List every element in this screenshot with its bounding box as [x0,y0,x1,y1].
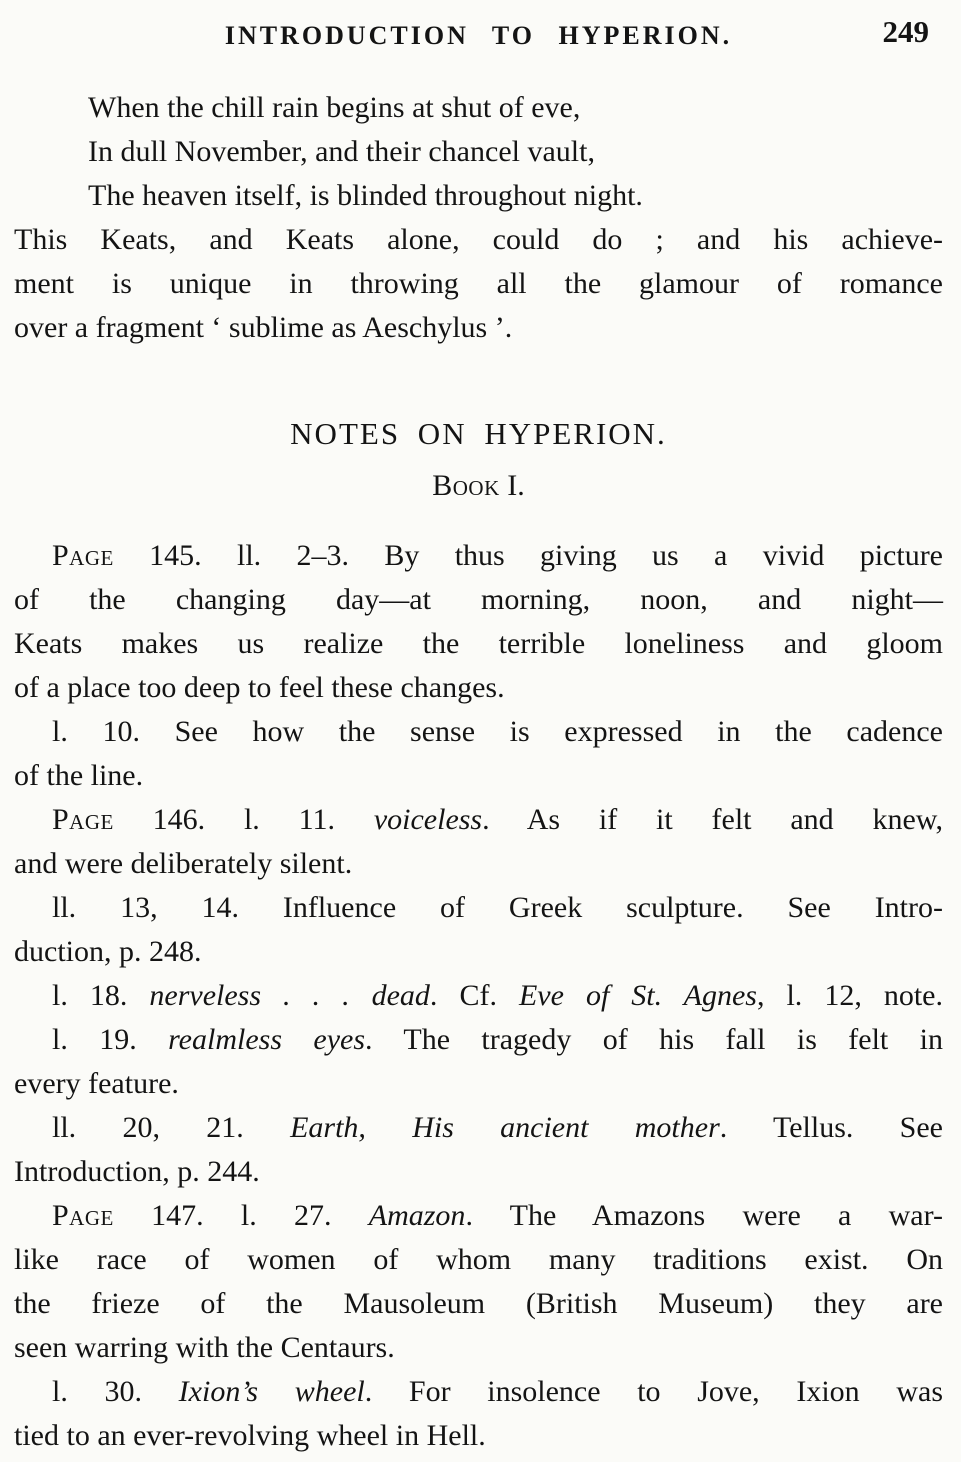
text-line [14,1326,943,1370]
note-paragraph [14,1370,943,1458]
text-segment: The heaven itself, is blinded throughout night. [88,179,643,212]
note-paragraph [14,886,943,974]
text-line [14,1018,943,1062]
section-heading [14,412,943,456]
text-segment: Amazon [368,1199,466,1232]
page-number: 249 [882,14,929,49]
text-segment: Page [52,539,114,572]
verse-quote [14,86,943,218]
text-segment: . As if it felt and knew, [482,803,943,836]
note-paragraph [14,1018,943,1106]
book-heading [14,464,943,508]
text-segment: voiceless [373,803,483,836]
text-segment: Introduction, p. 244. [14,1155,260,1188]
text-segment: 146. l. 11. [113,803,374,836]
text-segment: tied to an ever-revolving wheel in Hell. [14,1419,486,1452]
text-segment: like race of women of whom many traditions exist. On [14,1243,943,1276]
text-segment: and were deliberately silent. [14,847,353,880]
text-segment: . The tragedy of his fall is felt in [365,1023,943,1056]
text-segment: 147. l. 27. [113,1199,369,1232]
text-line [14,412,943,456]
text-segment: l. 19. [52,1023,169,1056]
text-line [14,1282,943,1326]
text-line [88,174,943,218]
text-line [14,464,943,508]
text-segment: l. 30. [52,1375,179,1408]
text-segment: Eve of St. Agnes [518,979,757,1012]
text-segment: every feature. [14,1067,179,1100]
text-segment: . For insolence to Jove, Ixion was [364,1375,943,1408]
note-paragraph [14,1106,943,1194]
text-segment: the frieze of the Mausoleum (British Museum) they are [14,1287,943,1320]
intro-paragraph [14,218,943,350]
text-line [14,754,943,798]
text-line [14,886,943,930]
text-segment: realmless eyes [168,1023,366,1056]
text-line [14,1062,943,1106]
text-segment: This Keats, and Keats alone, could do ; and his achieve- [14,223,943,256]
text-segment: l. 10. See how the sense is expressed in the cadence [52,715,943,748]
text-segment: nerveless . . . dead [149,979,430,1012]
text-segment: 145. ll. 2–3. By thus giving us a vivid picture [113,539,943,572]
text-line [14,798,943,842]
text-segment: duction, p. 248. [14,935,202,968]
text-line [14,666,943,710]
text-segment: of a place too deep to feel these changes. [14,671,505,704]
text-line [14,262,943,306]
text-line [14,1414,943,1458]
text-segment: ment is unique in throwing all the glamour of romance [14,267,943,300]
note-paragraph [14,534,943,710]
text-line [88,86,943,130]
text-segment: of the line. [14,759,144,792]
text-segment: . The Amazons were a war- [465,1199,943,1232]
note-paragraph [14,974,943,1018]
text-segment: ll. 20, 21. [52,1111,291,1144]
note-paragraph [14,798,943,886]
text-segment: ll. 13, 14. Influence of Greek sculpture. See Intro- [52,891,943,924]
text-line [14,1238,943,1282]
text-segment: When the chill rain begins at shut of eve, [88,91,581,124]
text-segment: Ixion’s wheel [178,1375,365,1408]
text-line [88,130,943,174]
text-segment: over a fragment ‘ sublime as Aeschylus ’. [14,311,513,344]
text-line [14,306,943,350]
text-segment: Earth, His ancient mother [290,1111,720,1144]
text-line [14,1150,943,1194]
text-segment: l. 18. [52,979,150,1012]
text-line [14,622,943,666]
text-segment: In dull November, and their chancel vault, [88,135,595,168]
text-segment: Book [432,469,500,502]
text-segment: NOTES ON HYPERION. [290,416,667,451]
text-line [14,578,943,622]
text-segment: . Cf. [429,979,519,1012]
note-paragraph [14,710,943,798]
text-segment: seen warring with the Centaurs. [14,1331,395,1364]
text-line [14,218,943,262]
text-line [14,710,943,754]
text-line [14,930,943,974]
text-segment: of the changing day—at morning, noon, and night— [14,583,943,616]
text-segment: I. [499,469,525,502]
text-segment: , l. 12, note. [756,979,943,1012]
text-line [14,1370,943,1414]
text-line [14,842,943,886]
text-segment: Page [52,1199,114,1232]
text-segment: Page [52,803,114,836]
text-line [14,534,943,578]
text-segment: . Tellus. See [719,1111,943,1144]
page-header [14,14,943,54]
running-title: INTRODUCTION TO HYPERION. [224,21,733,50]
page-body [14,86,943,1458]
note-paragraph [14,1194,943,1370]
text-line [14,1194,943,1238]
text-line [14,1106,943,1150]
text-line [14,974,943,1018]
text-segment: Keats makes us realize the terrible loneliness and gloom [14,627,943,660]
